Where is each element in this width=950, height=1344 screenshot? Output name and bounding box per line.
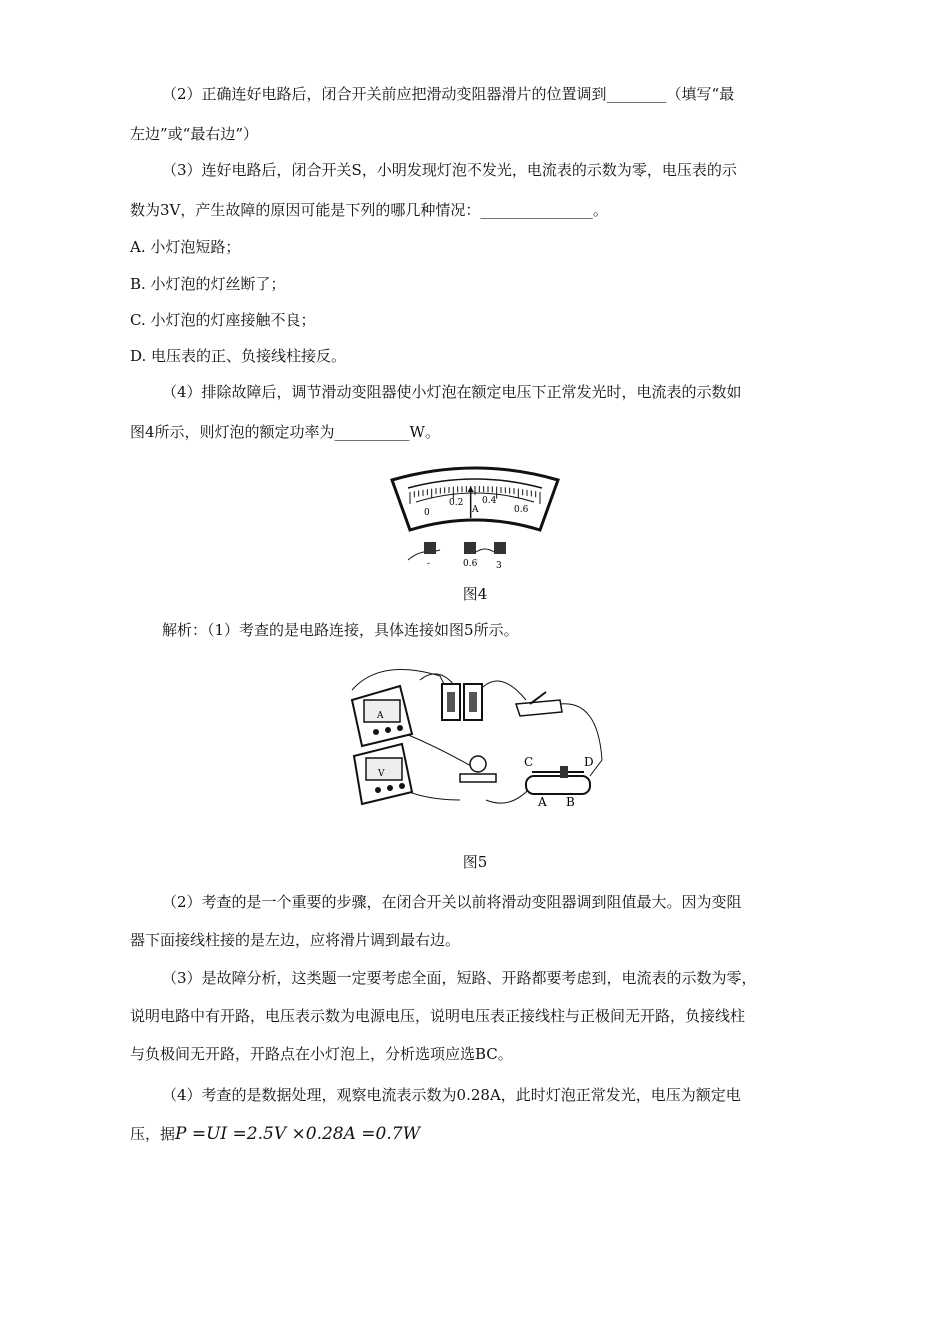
question-3-line-2: 数为3V，产生故障的原因可能是下列的哪几种情况：_______________。 xyxy=(130,201,608,219)
ammeter-device xyxy=(352,686,412,746)
rheostat-label-b: B xyxy=(566,795,575,809)
question-4-line-2: 图4所示，则灯泡的额定功率为__________W。 xyxy=(130,423,440,441)
ammeter-label: A xyxy=(377,711,384,721)
rheostat-label-a: A xyxy=(538,795,547,809)
analysis-2-line-2: 器下面接线柱接的是左边，应将滑片调到最右边。 xyxy=(130,931,461,949)
analysis-3-line-2: 说明电路中有开路，电压表示数为电源电压，说明电压表正接线柱与正极间无开路，负接线柱 xyxy=(130,1007,746,1025)
question-3-line-1: （3）连好电路后，闭合开关S，小明发现灯泡不发光，电流表的示数为零，电压表的示 xyxy=(162,161,737,179)
scale-label-0-4: 0.4 xyxy=(482,496,497,506)
scale-label-0-2: 0.2 xyxy=(449,498,464,508)
analysis-4-line-1: （4）考查的是数据处理，观察电流表示数为0.28A，此时灯泡正常发光，电压为额定电 xyxy=(162,1086,741,1104)
analysis-2-line-1: （2）考查的是一个重要的步骤，在闭合开关以前将滑动变阻器调到阻值最大。因为变阻 xyxy=(162,893,742,911)
scale-label-0-6: 0.6 xyxy=(514,505,529,515)
voltmeter-device xyxy=(354,744,412,804)
rheostat-device xyxy=(524,755,594,809)
option-d: D. 电压表的正、负接线柱接反。 xyxy=(130,347,347,365)
voltmeter-label: V xyxy=(378,769,385,779)
circuit-figure xyxy=(340,660,610,828)
power-formula: P =UI =2.5V ×0.28A =0.7W xyxy=(175,1124,421,1144)
battery-pair xyxy=(442,684,482,720)
figure-4-caption: 图4 xyxy=(462,585,488,603)
terminal-label-3: 3 xyxy=(496,561,502,571)
terminal-label-neg: - xyxy=(427,559,431,569)
bulb-device xyxy=(460,756,496,782)
analysis-3-line-1: （3）是故障分析，这类题一定要考虑全面，短路、开路都要考虑到，电流表的示数为零， xyxy=(162,969,757,987)
option-b: B. 小灯泡的灯丝断了； xyxy=(130,275,286,293)
option-c: C. 小灯泡的灯座接触不良； xyxy=(130,311,316,329)
scale-label-0: 0 xyxy=(424,508,430,518)
question-4-line-1: （4）排除故障后，调节滑动变阻器使小灯泡在额定电压下正常发光时，电流表的示数如 xyxy=(162,383,742,401)
analysis-3-line-3: 与负极间无开路，开路点在小灯泡上，分析选项应选BC。 xyxy=(130,1045,513,1063)
ammeter-figure xyxy=(380,462,570,574)
rheostat-label-d: D xyxy=(584,755,594,769)
figure-5-caption: 图5 xyxy=(462,853,488,871)
terminal-negative xyxy=(424,542,436,554)
formula-prefix: 压，据 xyxy=(130,1125,176,1143)
question-2-line-1: （2）正确连好电路后，闭合开关前应把滑动变阻器滑片的位置调到________（填写“最 xyxy=(162,85,735,103)
terminal-0-6 xyxy=(464,542,476,554)
terminal-label-0-6: 0.6 xyxy=(463,559,478,569)
option-a: A. 小灯泡短路； xyxy=(130,238,241,256)
switch-device xyxy=(516,692,562,716)
question-2-line-2: 左边”或“最右边”） xyxy=(130,125,259,143)
unit-label: A xyxy=(472,505,479,515)
rheostat-label-c: C xyxy=(524,755,534,769)
analysis-4-line-2 xyxy=(130,1124,820,1144)
terminal-3 xyxy=(494,542,506,554)
analysis-1: 解析：（1）考查的是电路连接，具体连接如图5所示。 xyxy=(162,621,519,639)
